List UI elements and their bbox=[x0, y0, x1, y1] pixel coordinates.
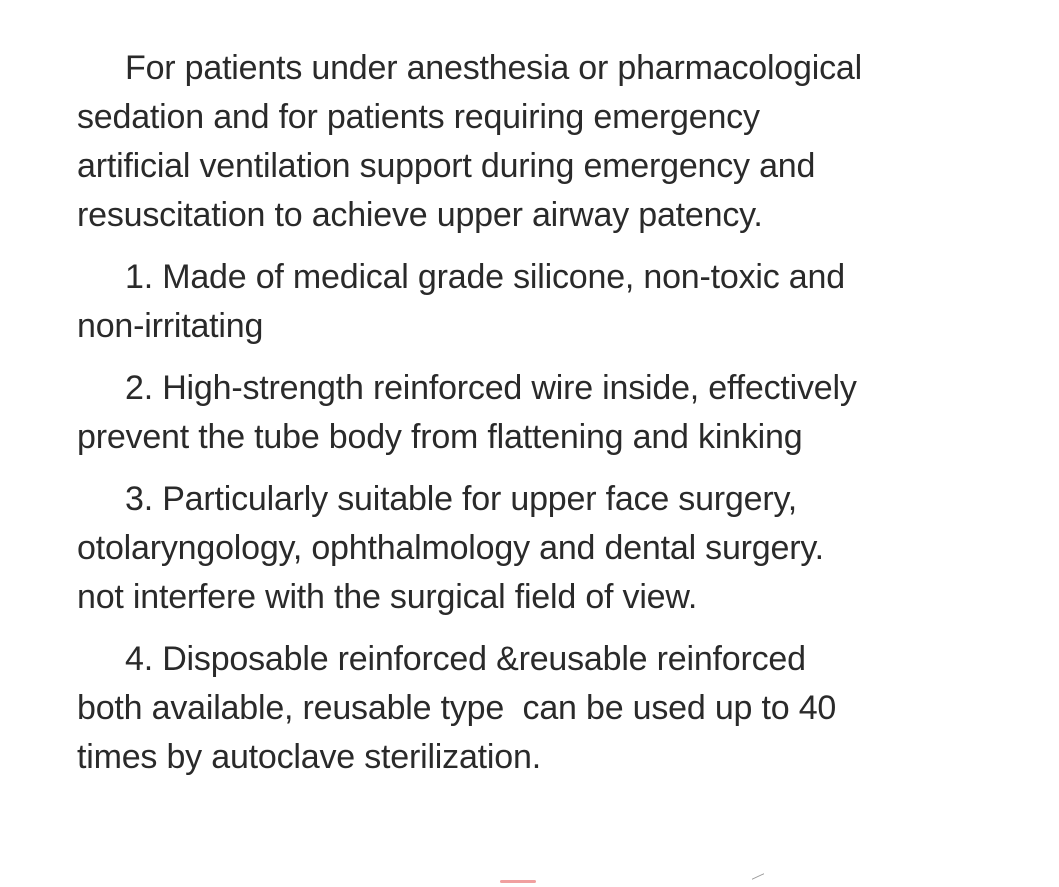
text-line: 3. Particularly suitable for upper face surgery, bbox=[125, 480, 797, 518]
text-line: prevent the tube body from flattening and kinking bbox=[77, 418, 803, 456]
text-line: 1. Made of medical grade silicone, non-toxic and bbox=[125, 258, 845, 296]
feature-4 bbox=[77, 635, 1037, 782]
text-line: 2. High-strength reinforced wire inside, effectively bbox=[125, 369, 857, 407]
text-line: 4. Disposable reinforced &reusable reinforced bbox=[125, 640, 806, 678]
text-line: For patients under anesthesia or pharmacological bbox=[125, 49, 862, 87]
text-line: both available, reusable type can be used up to 40 bbox=[77, 689, 837, 727]
text-line: artificial ventilation support during emergency and bbox=[77, 147, 816, 185]
text-line: resuscitation to achieve upper airway patency. bbox=[77, 196, 763, 234]
text-line: non-irritating bbox=[77, 307, 264, 345]
intro-paragraph bbox=[77, 44, 1037, 240]
document-body bbox=[77, 44, 1037, 795]
text-line: otolaryngology, ophthalmology and dental surgery. bbox=[77, 529, 824, 567]
feature-3 bbox=[77, 475, 1037, 622]
text-line: not interfere with the surgical field of view. bbox=[77, 578, 698, 616]
feature-2 bbox=[77, 364, 1037, 462]
feature-1 bbox=[77, 253, 1037, 351]
decorative-mark bbox=[752, 873, 764, 887]
text-line: sedation and for patients requiring emergency bbox=[77, 98, 760, 136]
text-line: times by autoclave sterilization. bbox=[77, 738, 541, 776]
